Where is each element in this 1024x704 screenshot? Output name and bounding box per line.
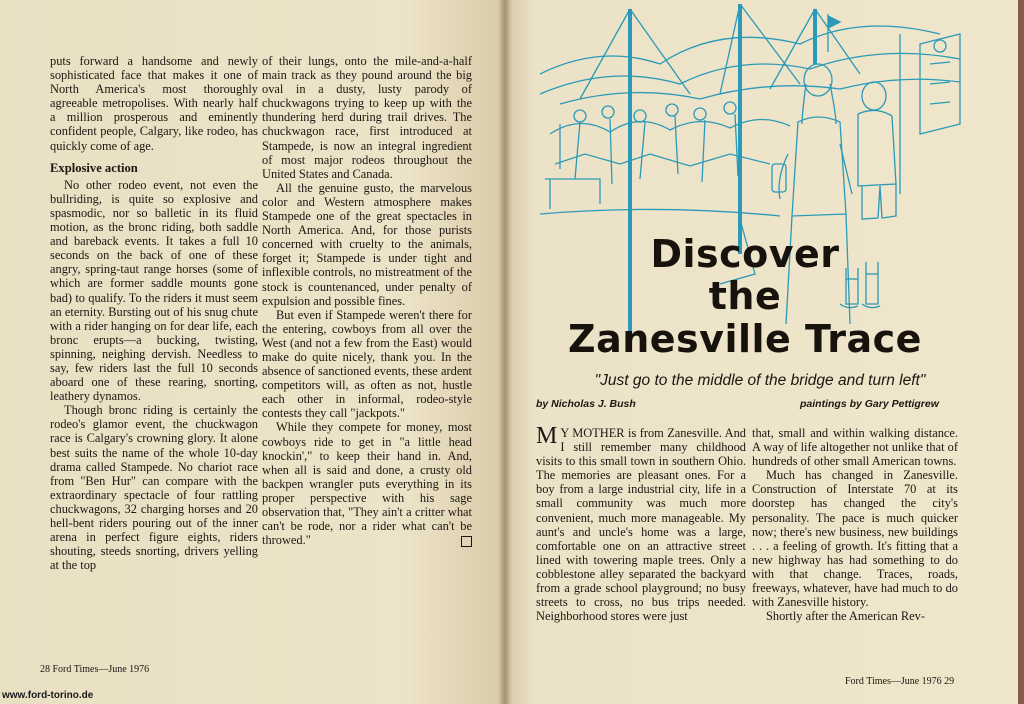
article-title-line-2: the [708,274,782,318]
page-edge [1018,0,1024,704]
article-title-line-3: Zanesville Trace [568,317,922,361]
left-folio: 28 Ford Times—June 1976 [40,664,150,675]
book-gutter [498,0,512,704]
left-column-2 [262,54,472,547]
left-col1-para2: No other rodeo event, not even the bullriding, is quite so explosive and spasmodic, nor so balletic in its fluid motion, as the bronc riding, both saddle and bareback events. It takes a full 10 seconds on the back of one of these angry, spring-taut range horses (some of which are former saddle mounts gone bad) to qualify. To the riders it must seem an eternity. Bursting out of his snug chute with a rider hanging on for dear life, each bronc erupts—a bucking, twisting, spinning, neighing dervish. Needless to say, few riders last the full 10 seconds aboard one of these rearing, snorting, leathery dynamos. [50,177,258,404]
section-heading: Explosive action [50,160,138,175]
left-page [0,0,505,704]
author-byline: by Nicholas J. Bush [536,398,636,410]
left-col1-para1: puts forward a handsome and newly sophisticated face that makes it one of North America's most thoroughly agreeable metropolises. With nearly half a million prosperous and eminently confident people, Calgary, like rodeo, has quickly come of age. [50,54,258,153]
right-col2-para1: that, small and within walking distance. A way of life altogether not unlike that of hundreds of other small American towns. [752,426,958,469]
right-col1-text: is from Zanesville. And I still remember many childhood visits to this small town in southern Ohio. The memories are pleasant ones. For a boy from a large industrial city, life in a small community was much more convenient, much more manageable. My aunt's and uncle's home was a large, comfortable one on an attractive street lined with towering maple trees. Only a cobblestone alley separated the backyard from a grade school playground; no busy streets to cross, no bus trips needed. Neighborhood stores were just [536,426,746,624]
drop-cap: M [536,423,558,449]
smallcaps-lead: Y MOTHER [560,426,625,440]
artist-credit: paintings by Gary Pettigrew [800,398,939,410]
left-col2-para3: But even if Stampede weren't there for the entering, cowboys from all over the West (and not a few from the East) would make do quite nicely, thank you. In the absence of sanctioned events, these ardent competitors will, as often as not, hustle each other in informal, rodeo-style contests they call "jackpots." [262,307,472,421]
right-folio: Ford Times—June 1976 29 [845,676,955,687]
end-of-article-mark [461,536,472,547]
article-subtitle: "Just go to the middle of the bridge and turn left" [594,372,926,389]
right-column-2 [752,426,958,623]
left-col2-para2: All the genuine gusto, the marvelous color and Western atmosphere makes Stampede one of the great spectacles in North America. And, for those purists concerned with cruelty to the animals, forget it; Stampede is under tight and inflexible controls, no mistreatment of the stock is countenanced, under penalty of expulsion and possible fines. [262,180,472,308]
article-title-line-1: Discover [650,232,840,276]
left-col2-para1: of their lungs, onto the mile-and-a-half main track as they pound around the big oval in a dusty, lusty parody of chuckwagons trying to keep up with the thundering herd during trail drives. The chuckwagon race, first introduced at Stampede, is now an integral ingredient of most major rodeos throughout the United States and Canada. [262,54,472,181]
website-watermark: www.ford-torino.de [2,690,94,701]
right-col2-para2: Much has changed in Zanesville. Construction of Interstate 70 at its doorstep has changed the city's personality. The pace is much quicker now; there's new business, new buildings . . . a feeling of growth. It's fitting that a new highway has had something to do with that change. Traces, roads, freeways, whatever, have had much to do with Zanesville history. [752,468,958,610]
left-col2-para4 [262,420,472,547]
left-col2-para4-text: While they compete for money, most cowboys ride to get in "a little head knockin'," to keep their hand in. And, when all is said and done, a crusty old backpen wrangler puts everything in its proper perspective with his sage observation that, "They ain't a critter what can't be rode, nor a rider what can't be throwed." [262,420,472,548]
left-col1-para3: Though bronc riding is certainly the rodeo's glamor event, the chuckwagon race is Calgary's crowning glory. It alone best suits the name of the whole 10-day drama called Stampede. No chariot race from "Ben Hur" can compare with the extraordinary spectacle of four rattling chuckwagons, 32 charging horses and 20 hell-bent riders pouring out of the inner arena in perfect figure eights, riders shouting, steeds snorting, drivers yelling at the top [50,403,258,573]
left-column-1 [50,54,258,572]
right-col2-para3: Shortly after the American Rev- [766,609,925,624]
right-col1-para1 [536,423,746,624]
right-column-1 [536,423,746,624]
